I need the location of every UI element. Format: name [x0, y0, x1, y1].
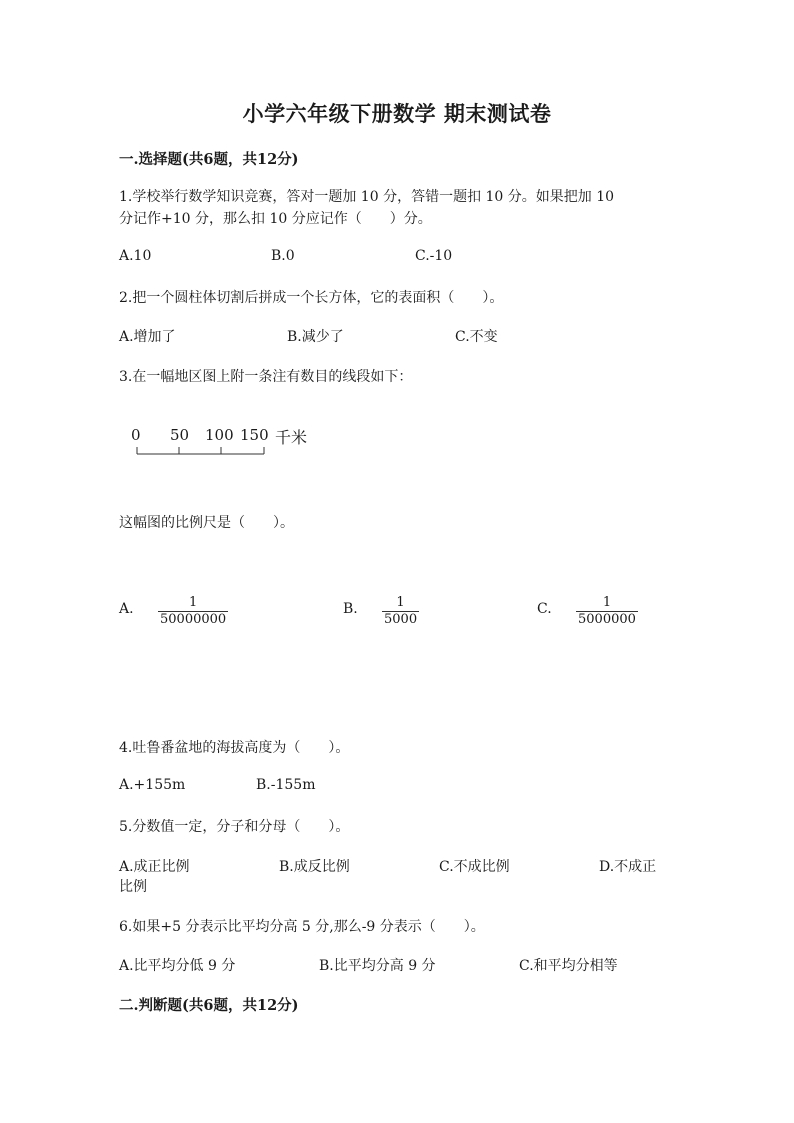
q4-option-a: A.+155m	[119, 777, 186, 793]
q5-option-a: A.成正比例	[119, 859, 190, 875]
question-1-line2: 分记作+10 分，那么扣 10 分应记作（ ）分。	[119, 211, 432, 227]
fraction-denominator: 5000	[384, 612, 418, 627]
q3-option-c-fraction	[576, 595, 638, 628]
q2-option-b: B.减少了	[287, 329, 344, 345]
scale-tick-label: 0	[131, 426, 141, 444]
question-6: 6.如果+5 分表示比平均分高 5 分,那么-9 分表示（ ）。	[119, 919, 485, 935]
q6-option-a: A.比平均分低 9 分	[119, 958, 236, 974]
scale-tick-label: 50	[170, 426, 190, 444]
question-2: 2.把一个圆柱体切割后拼成一个长方体，它的表面积（ ）。	[119, 290, 504, 306]
q5-option-d-wrap: 比例	[119, 879, 147, 895]
scale-line	[128, 444, 268, 458]
q3-option-c-letter: C.	[537, 601, 552, 617]
fraction-numerator: 1	[188, 595, 198, 610]
q3-option-a-letter: A.	[119, 601, 134, 617]
q3-option-b-letter: B.	[343, 601, 358, 617]
q3-option-b-fraction	[382, 595, 419, 628]
q2-option-a: A.增加了	[119, 329, 176, 345]
q2-option-c: C.不变	[455, 329, 498, 345]
question-3: 3.在一幅地区图上附一条注有数目的线段如下：	[119, 369, 413, 385]
question-5: 5.分数值一定，分子和分母（ ）。	[119, 819, 350, 835]
scale-unit: 千米	[275, 428, 308, 447]
question-1-line1: 1.学校举行数学知识竞赛，答对一题加 10 分，答错一题扣 10 分。如果把加 10	[119, 189, 615, 205]
section-heading-judgment: 二.判断题(共6题，共12分)	[119, 997, 299, 1014]
fraction-numerator: 1	[396, 595, 405, 610]
question-3-prompt: 这幅图的比例尺是（ ）。	[119, 515, 294, 531]
q5-option-c: C.不成比例	[439, 859, 510, 875]
q1-option-b: B.0	[271, 248, 295, 264]
scale-bar	[128, 426, 328, 462]
q6-option-b: B.比平均分高 9 分	[319, 958, 436, 974]
section-heading-choice: 一.选择题(共6题，共12分)	[119, 151, 299, 168]
page-title: 小学六年级下册数学 期末测试卷	[242, 101, 552, 126]
fraction-numerator: 1	[602, 595, 612, 610]
q1-option-c: C.-10	[415, 248, 453, 264]
q4-option-b: B.-155m	[256, 777, 316, 793]
q6-option-c: C.和平均分相等	[519, 958, 618, 974]
q3-option-a-fraction	[158, 595, 228, 628]
fraction-denominator: 5000000	[578, 612, 636, 627]
q5-option-b: B.成反比例	[279, 859, 350, 875]
q5-option-d: D.不成正	[599, 859, 657, 875]
question-4: 4.吐鲁番盆地的海拔高度为（ ）。	[119, 740, 350, 756]
q1-option-a: A.10	[119, 248, 152, 264]
scale-tick-label: 150	[240, 426, 269, 444]
fraction-denominator: 50000000	[160, 612, 227, 627]
scale-tick-label: 100	[205, 426, 234, 444]
